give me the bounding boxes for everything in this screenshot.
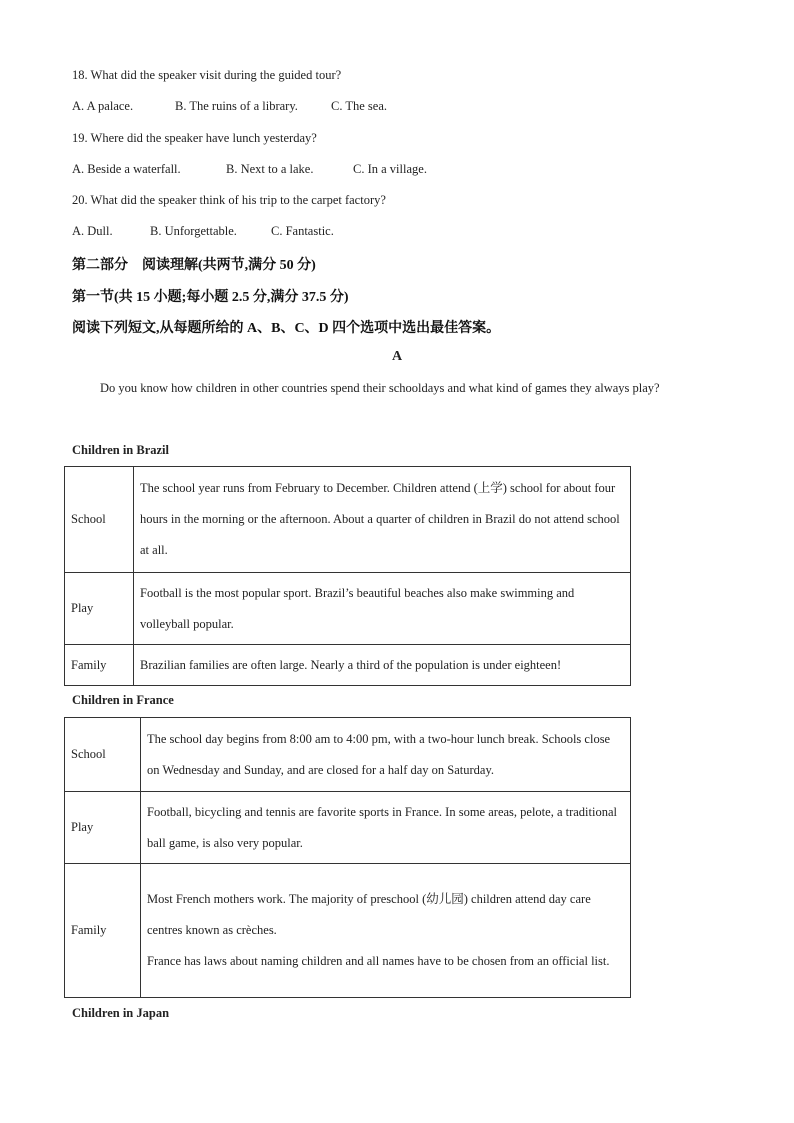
option-c: C. In a village. [353, 162, 427, 176]
row-label: Family [65, 645, 134, 686]
option-a: A. A palace. [72, 99, 134, 113]
row-text-part-2: France has laws about naming children and all names have to be chosen from an official list. [147, 954, 610, 968]
row-text: The school year runs from February to December. Children attend (上学) school for about four hours in the morning or the afternoon. About a quarter of children in Brazil do not attend school at all. [134, 467, 631, 573]
table-row [65, 573, 631, 645]
reading-instruction: 阅读下列短文,从每题所给的 A、B、C、D 四个选项中选出最佳答案。 [72, 321, 501, 336]
brazil-title: Children in Brazil [72, 443, 170, 457]
question-18-stem: 18. What did the speaker visit during the guided tour? [72, 68, 342, 82]
row-text: Football, bicycling and tennis are favorite sports in France. In some areas, pelote, a traditional ball game, is also very popular. [141, 792, 631, 864]
part-two-heading: 第二部分 阅读理解(共两节,满分 50 分) [72, 258, 316, 273]
row-text: Brazilian families are often large. Nearly a third of the population is under eighteen! [134, 645, 631, 686]
table-row [65, 718, 631, 792]
table-row [65, 467, 631, 573]
question-19-options [72, 162, 427, 177]
brazil-table [64, 466, 631, 686]
option-c: C. Fantastic. [271, 224, 334, 238]
row-text [141, 864, 631, 998]
table-row [65, 864, 631, 998]
option-b: B. Unforgettable. [150, 224, 237, 238]
row-text: Football is the most popular sport. Brazil’s beautiful beaches also make swimming and volleyball popular. [134, 573, 631, 645]
option-a: A. Beside a waterfall. [72, 162, 181, 176]
question-19-stem: 19. Where did the speaker have lunch yesterday? [72, 131, 317, 145]
question-20-options [72, 224, 334, 239]
row-label: Family [65, 864, 141, 998]
row-label: Play [65, 573, 134, 645]
row-label: Play [65, 792, 141, 864]
france-title: Children in France [72, 693, 174, 707]
question-20-stem: 20. What did the speaker think of his trip to the carpet factory? [72, 193, 386, 207]
row-label: School [65, 718, 141, 792]
section-one-heading: 第一节(共 15 小题;每小题 2.5 分,满分 37.5 分) [72, 290, 349, 305]
option-a: A. Dull. [72, 224, 113, 238]
passage-letter: A [391, 349, 403, 364]
option-b: B. The ruins of a library. [175, 99, 298, 113]
question-18-options [72, 99, 387, 114]
table-row [65, 645, 631, 686]
row-text-part-1: Most French mothers work. The majority of preschool (幼儿园) children attend day care centres known as crèches. [147, 892, 591, 937]
row-text: The school day begins from 8:00 am to 4:00 pm, with a two-hour lunch break. Schools close on Wednesday and Sunday, and are closed for a half day on Saturday. [141, 718, 631, 792]
passage-intro: Do you know how children in other countries spend their schooldays and what kind of games they always play? [100, 381, 660, 395]
japan-title: Children in Japan [72, 1006, 170, 1020]
option-b: B. Next to a lake. [226, 162, 314, 176]
row-label: School [65, 467, 134, 573]
table-row [65, 792, 631, 864]
option-c: C. The sea. [331, 99, 388, 113]
france-table [64, 717, 631, 998]
